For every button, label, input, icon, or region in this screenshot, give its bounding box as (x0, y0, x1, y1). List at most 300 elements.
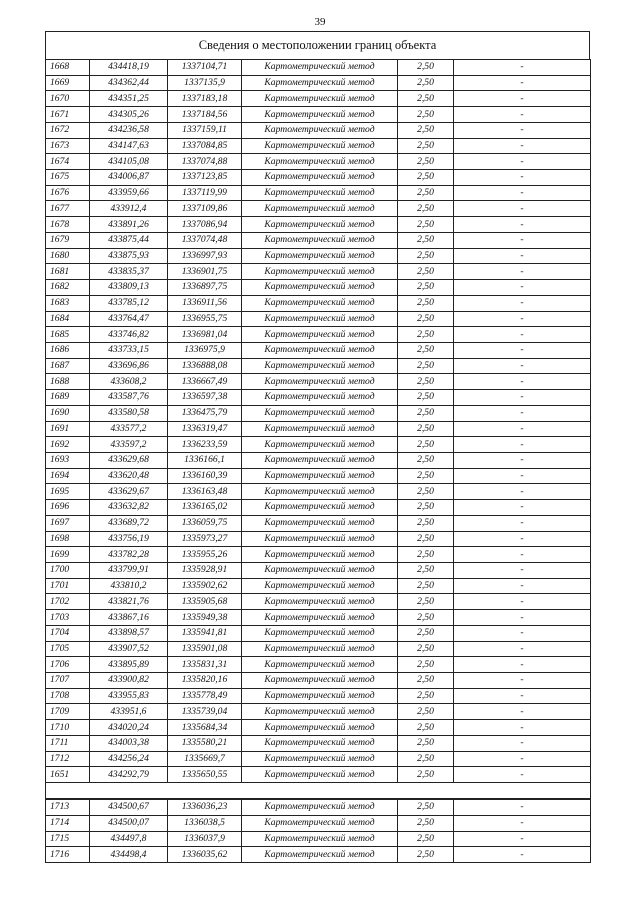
point-number-cell: 1681 (46, 264, 90, 280)
y-coordinate-cell: 1337159,11 (168, 122, 242, 138)
x-coordinate-cell: 434305,26 (90, 107, 168, 123)
point-number-cell: 1703 (46, 610, 90, 626)
table-row (46, 374, 591, 390)
page-number: 39 (314, 16, 326, 28)
x-coordinate-cell: 434006,87 (90, 170, 168, 186)
description-cell: - (454, 831, 591, 847)
description-cell: - (454, 138, 591, 154)
description-cell: - (454, 60, 591, 76)
x-coordinate-cell: 434351,25 (90, 91, 168, 107)
x-coordinate-cell: 433875,44 (90, 232, 168, 248)
x-coordinate-cell: 433891,26 (90, 217, 168, 233)
method-cell: Картометрический метод (242, 264, 398, 280)
point-number-cell: 1710 (46, 720, 90, 736)
y-coordinate-cell: 1336059,75 (168, 515, 242, 531)
y-coordinate-cell: 1335905,68 (168, 594, 242, 610)
table-row (46, 311, 591, 327)
y-coordinate-cell: 1337086,94 (168, 217, 242, 233)
point-number-cell: 1698 (46, 531, 90, 547)
y-coordinate-cell: 1337135,9 (168, 75, 242, 91)
table-row (46, 610, 591, 626)
accuracy-cell: 2,50 (398, 547, 454, 563)
point-number-cell: 1709 (46, 704, 90, 720)
accuracy-cell: 2,50 (398, 201, 454, 217)
y-coordinate-cell: 1335820,16 (168, 673, 242, 689)
point-number-cell: 1651 (46, 767, 90, 783)
y-coordinate-cell: 1335955,26 (168, 547, 242, 563)
y-coordinate-cell: 1335778,49 (168, 688, 242, 704)
description-cell: - (454, 452, 591, 468)
method-cell: Картометрический метод (242, 342, 398, 358)
method-cell: Картометрический метод (242, 751, 398, 767)
table-row (46, 688, 591, 704)
y-coordinate-cell: 1336888,08 (168, 358, 242, 374)
x-coordinate-cell: 433895,89 (90, 657, 168, 673)
accuracy-cell: 2,50 (398, 688, 454, 704)
x-coordinate-cell: 433689,72 (90, 515, 168, 531)
y-coordinate-cell: 1337123,85 (168, 170, 242, 186)
y-coordinate-cell: 1337084,85 (168, 138, 242, 154)
accuracy-cell: 2,50 (398, 468, 454, 484)
method-cell: Картометрический метод (242, 767, 398, 783)
method-cell: Картометрический метод (242, 107, 398, 123)
description-cell: - (454, 688, 591, 704)
y-coordinate-cell: 1337183,18 (168, 91, 242, 107)
description-cell: - (454, 170, 591, 186)
x-coordinate-cell: 433900,82 (90, 673, 168, 689)
table-row (46, 390, 591, 406)
point-number-cell: 1700 (46, 563, 90, 579)
point-number-cell: 1702 (46, 594, 90, 610)
description-cell: - (454, 342, 591, 358)
y-coordinate-cell: 1336166,1 (168, 452, 242, 468)
accuracy-cell: 2,50 (398, 60, 454, 76)
method-cell: Картометрический метод (242, 815, 398, 831)
x-coordinate-cell: 433764,47 (90, 311, 168, 327)
description-cell: - (454, 248, 591, 264)
point-number-cell: 1670 (46, 91, 90, 107)
description-cell: - (454, 264, 591, 280)
method-cell: Картометрический метод (242, 91, 398, 107)
y-coordinate-cell: 1335650,55 (168, 767, 242, 783)
x-coordinate-cell: 433587,76 (90, 390, 168, 406)
description-cell: - (454, 468, 591, 484)
x-coordinate-cell: 433810,2 (90, 578, 168, 594)
method-cell: Картометрический метод (242, 610, 398, 626)
table-row (46, 248, 591, 264)
table-row (46, 201, 591, 217)
table-row (46, 799, 591, 815)
y-coordinate-cell: 1336233,59 (168, 437, 242, 453)
table-row (46, 657, 591, 673)
description-cell: - (454, 594, 591, 610)
accuracy-cell: 2,50 (398, 295, 454, 311)
accuracy-cell: 2,50 (398, 358, 454, 374)
point-number-cell: 1677 (46, 201, 90, 217)
x-coordinate-cell: 434236,58 (90, 122, 168, 138)
table-row (46, 468, 591, 484)
table-row (46, 847, 591, 863)
method-cell: Картометрический метод (242, 248, 398, 264)
method-cell: Картометрический метод (242, 374, 398, 390)
description-cell: - (454, 563, 591, 579)
x-coordinate-cell: 433809,13 (90, 280, 168, 296)
description-cell: - (454, 547, 591, 563)
table-row (46, 60, 591, 76)
table-row (46, 720, 591, 736)
point-number-cell: 1711 (46, 735, 90, 751)
description-cell: - (454, 185, 591, 201)
method-cell: Картометрический метод (242, 75, 398, 91)
point-number-cell: 1701 (46, 578, 90, 594)
x-coordinate-cell: 433597,2 (90, 437, 168, 453)
method-cell: Картометрический метод (242, 515, 398, 531)
accuracy-cell: 2,50 (398, 484, 454, 500)
table-row (46, 295, 591, 311)
table-row (46, 735, 591, 751)
point-number-cell: 1671 (46, 107, 90, 123)
accuracy-cell: 2,50 (398, 91, 454, 107)
accuracy-cell: 2,50 (398, 563, 454, 579)
method-cell: Картометрический метод (242, 531, 398, 547)
description-cell: - (454, 154, 591, 170)
method-cell: Картометрический метод (242, 358, 398, 374)
method-cell: Картометрический метод (242, 468, 398, 484)
accuracy-cell: 2,50 (398, 641, 454, 657)
y-coordinate-cell: 1337074,88 (168, 154, 242, 170)
accuracy-cell: 2,50 (398, 531, 454, 547)
table-row (46, 547, 591, 563)
y-coordinate-cell: 1336981,04 (168, 327, 242, 343)
x-coordinate-cell: 433821,76 (90, 594, 168, 610)
table-row (46, 815, 591, 831)
description-cell: - (454, 374, 591, 390)
x-coordinate-cell: 433955,83 (90, 688, 168, 704)
accuracy-cell: 2,50 (398, 515, 454, 531)
description-cell: - (454, 767, 591, 783)
y-coordinate-cell: 1335902,62 (168, 578, 242, 594)
method-cell: Картометрический метод (242, 390, 398, 406)
x-coordinate-cell: 434147,63 (90, 138, 168, 154)
accuracy-cell: 2,50 (398, 405, 454, 421)
table-row (46, 405, 591, 421)
point-number-cell: 1684 (46, 311, 90, 327)
description-cell: - (454, 673, 591, 689)
accuracy-cell: 2,50 (398, 107, 454, 123)
accuracy-cell: 2,50 (398, 767, 454, 783)
description-cell: - (454, 280, 591, 296)
y-coordinate-cell: 1336901,75 (168, 264, 242, 280)
x-coordinate-cell: 434497,8 (90, 831, 168, 847)
x-coordinate-cell: 433696,86 (90, 358, 168, 374)
y-coordinate-cell: 1336037,9 (168, 831, 242, 847)
accuracy-cell: 2,50 (398, 154, 454, 170)
accuracy-cell: 2,50 (398, 594, 454, 610)
x-coordinate-cell: 433746,82 (90, 327, 168, 343)
point-number-cell: 1689 (46, 390, 90, 406)
point-number-cell: 1683 (46, 295, 90, 311)
table-row (46, 421, 591, 437)
point-number-cell: 1715 (46, 831, 90, 847)
method-cell: Картометрический метод (242, 735, 398, 751)
accuracy-cell: 2,50 (398, 248, 454, 264)
y-coordinate-cell: 1336165,02 (168, 500, 242, 516)
point-number-cell: 1694 (46, 468, 90, 484)
accuracy-cell: 2,50 (398, 280, 454, 296)
method-cell: Картометрический метод (242, 122, 398, 138)
x-coordinate-cell: 433782,28 (90, 547, 168, 563)
table-row (46, 515, 591, 531)
table-row (46, 170, 591, 186)
x-coordinate-cell: 433608,2 (90, 374, 168, 390)
x-coordinate-cell: 434105,08 (90, 154, 168, 170)
table-row (46, 704, 591, 720)
method-cell: Картометрический метод (242, 563, 398, 579)
description-cell: - (454, 232, 591, 248)
table-row (46, 767, 591, 783)
description-cell: - (454, 500, 591, 516)
accuracy-cell: 2,50 (398, 311, 454, 327)
point-number-cell: 1676 (46, 185, 90, 201)
accuracy-cell: 2,50 (398, 500, 454, 516)
method-cell: Картометрический метод (242, 484, 398, 500)
accuracy-cell: 2,50 (398, 390, 454, 406)
table-row (46, 217, 591, 233)
table-row (46, 358, 591, 374)
method-cell: Картометрический метод (242, 452, 398, 468)
method-cell: Картометрический метод (242, 720, 398, 736)
y-coordinate-cell: 1337109,86 (168, 201, 242, 217)
method-cell: Картометрический метод (242, 831, 398, 847)
description-cell: - (454, 484, 591, 500)
description-cell: - (454, 815, 591, 831)
accuracy-cell: 2,50 (398, 610, 454, 626)
description-cell: - (454, 295, 591, 311)
description-cell: - (454, 91, 591, 107)
accuracy-cell: 2,50 (398, 578, 454, 594)
accuracy-cell: 2,50 (398, 751, 454, 767)
x-coordinate-cell: 434500,67 (90, 799, 168, 815)
y-coordinate-cell: 1336667,49 (168, 374, 242, 390)
method-cell: Картометрический метод (242, 704, 398, 720)
accuracy-cell: 2,50 (398, 720, 454, 736)
accuracy-cell: 2,50 (398, 847, 454, 863)
method-cell: Картометрический метод (242, 547, 398, 563)
table-row (46, 154, 591, 170)
accuracy-cell: 2,50 (398, 625, 454, 641)
method-cell: Картометрический метод (242, 578, 398, 594)
y-coordinate-cell: 1336036,23 (168, 799, 242, 815)
table-row (46, 280, 591, 296)
x-coordinate-cell: 433867,16 (90, 610, 168, 626)
group-separator-cell (46, 783, 591, 800)
point-number-cell: 1713 (46, 799, 90, 815)
x-coordinate-cell: 434498,4 (90, 847, 168, 863)
y-coordinate-cell: 1336955,75 (168, 311, 242, 327)
y-coordinate-cell: 1336035,62 (168, 847, 242, 863)
accuracy-cell: 2,50 (398, 185, 454, 201)
group-separator-row (46, 783, 591, 800)
method-cell: Картометрический метод (242, 154, 398, 170)
x-coordinate-cell: 433835,37 (90, 264, 168, 280)
method-cell: Картометрический метод (242, 594, 398, 610)
table-row (46, 342, 591, 358)
point-number-cell: 1688 (46, 374, 90, 390)
method-cell: Картометрический метод (242, 280, 398, 296)
y-coordinate-cell: 1335831,31 (168, 657, 242, 673)
method-cell: Картометрический метод (242, 421, 398, 437)
point-number-cell: 1686 (46, 342, 90, 358)
point-number-cell: 1693 (46, 452, 90, 468)
y-coordinate-cell: 1336975,9 (168, 342, 242, 358)
y-coordinate-cell: 1335949,38 (168, 610, 242, 626)
point-number-cell: 1699 (46, 547, 90, 563)
table-row (46, 122, 591, 138)
y-coordinate-cell: 1335580,21 (168, 735, 242, 751)
table-row (46, 500, 591, 516)
point-number-cell: 1673 (46, 138, 90, 154)
method-cell: Картометрический метод (242, 295, 398, 311)
point-number-cell: 1675 (46, 170, 90, 186)
accuracy-cell: 2,50 (398, 122, 454, 138)
x-coordinate-cell: 433799,91 (90, 563, 168, 579)
y-coordinate-cell: 1337104,71 (168, 60, 242, 76)
description-cell: - (454, 405, 591, 421)
point-number-cell: 1712 (46, 751, 90, 767)
table-title: Сведения о местоположении границ объекта (45, 31, 590, 59)
method-cell: Картометрический метод (242, 847, 398, 863)
method-cell: Картометрический метод (242, 60, 398, 76)
y-coordinate-cell: 1336163,48 (168, 484, 242, 500)
table-row (46, 437, 591, 453)
table-row (46, 107, 591, 123)
x-coordinate-cell: 433875,93 (90, 248, 168, 264)
description-cell: - (454, 515, 591, 531)
x-coordinate-cell: 433951,6 (90, 704, 168, 720)
method-cell: Картометрический метод (242, 311, 398, 327)
method-cell: Картометрический метод (242, 405, 398, 421)
boundary-table-sheet (45, 31, 590, 863)
description-cell: - (454, 358, 591, 374)
description-cell: - (454, 625, 591, 641)
method-cell: Картометрический метод (242, 625, 398, 641)
accuracy-cell: 2,50 (398, 673, 454, 689)
x-coordinate-cell: 433959,66 (90, 185, 168, 201)
point-number-cell: 1706 (46, 657, 90, 673)
description-cell: - (454, 390, 591, 406)
description-cell: - (454, 107, 591, 123)
y-coordinate-cell: 1336997,93 (168, 248, 242, 264)
x-coordinate-cell: 433620,48 (90, 468, 168, 484)
table-row (46, 673, 591, 689)
accuracy-cell: 2,50 (398, 374, 454, 390)
accuracy-cell: 2,50 (398, 170, 454, 186)
description-cell: - (454, 217, 591, 233)
method-cell: Картометрический метод (242, 688, 398, 704)
description-cell: - (454, 75, 591, 91)
table-row (46, 138, 591, 154)
accuracy-cell: 2,50 (398, 75, 454, 91)
point-number-cell: 1714 (46, 815, 90, 831)
method-cell: Картометрический метод (242, 641, 398, 657)
y-coordinate-cell: 1337119,99 (168, 185, 242, 201)
description-cell: - (454, 735, 591, 751)
method-cell: Картометрический метод (242, 657, 398, 673)
y-coordinate-cell: 1336897,75 (168, 280, 242, 296)
table-row (46, 751, 591, 767)
description-cell: - (454, 847, 591, 863)
x-coordinate-cell: 433756,19 (90, 531, 168, 547)
x-coordinate-cell: 434292,79 (90, 767, 168, 783)
accuracy-cell: 2,50 (398, 327, 454, 343)
accuracy-cell: 2,50 (398, 452, 454, 468)
y-coordinate-cell: 1335941,81 (168, 625, 242, 641)
table-row (46, 185, 591, 201)
point-number-cell: 1674 (46, 154, 90, 170)
y-coordinate-cell: 1335901,08 (168, 641, 242, 657)
x-coordinate-cell: 434362,44 (90, 75, 168, 91)
description-cell: - (454, 720, 591, 736)
point-number-cell: 1668 (46, 60, 90, 76)
y-coordinate-cell: 1336597,38 (168, 390, 242, 406)
point-number-cell: 1679 (46, 232, 90, 248)
point-number-cell: 1691 (46, 421, 90, 437)
boundary-points-table (45, 59, 591, 863)
x-coordinate-cell: 433785,12 (90, 295, 168, 311)
accuracy-cell: 2,50 (398, 799, 454, 815)
table-row (46, 452, 591, 468)
x-coordinate-cell: 434003,38 (90, 735, 168, 751)
description-cell: - (454, 751, 591, 767)
point-number-cell: 1695 (46, 484, 90, 500)
method-cell: Картометрический метод (242, 138, 398, 154)
method-cell: Картометрический метод (242, 327, 398, 343)
table-row (46, 831, 591, 847)
accuracy-cell: 2,50 (398, 815, 454, 831)
x-coordinate-cell: 433580,58 (90, 405, 168, 421)
table-row (46, 327, 591, 343)
y-coordinate-cell: 1335669,7 (168, 751, 242, 767)
y-coordinate-cell: 1336038,5 (168, 815, 242, 831)
point-number-cell: 1716 (46, 847, 90, 863)
accuracy-cell: 2,50 (398, 232, 454, 248)
table-row (46, 563, 591, 579)
accuracy-cell: 2,50 (398, 831, 454, 847)
x-coordinate-cell: 433733,15 (90, 342, 168, 358)
method-cell: Картометрический метод (242, 201, 398, 217)
y-coordinate-cell: 1335928,91 (168, 563, 242, 579)
point-number-cell: 1687 (46, 358, 90, 374)
table-row (46, 91, 591, 107)
y-coordinate-cell: 1336475,79 (168, 405, 242, 421)
x-coordinate-cell: 433632,82 (90, 500, 168, 516)
x-coordinate-cell: 434256,24 (90, 751, 168, 767)
table-row (46, 484, 591, 500)
x-coordinate-cell: 433629,67 (90, 484, 168, 500)
table-row (46, 578, 591, 594)
method-cell: Картометрический метод (242, 673, 398, 689)
accuracy-cell: 2,50 (398, 138, 454, 154)
description-cell: - (454, 327, 591, 343)
method-cell: Картометрический метод (242, 217, 398, 233)
x-coordinate-cell: 433629,68 (90, 452, 168, 468)
x-coordinate-cell: 433907,52 (90, 641, 168, 657)
y-coordinate-cell: 1336319,47 (168, 421, 242, 437)
point-number-cell: 1685 (46, 327, 90, 343)
point-number-cell: 1704 (46, 625, 90, 641)
accuracy-cell: 2,50 (398, 704, 454, 720)
accuracy-cell: 2,50 (398, 264, 454, 280)
